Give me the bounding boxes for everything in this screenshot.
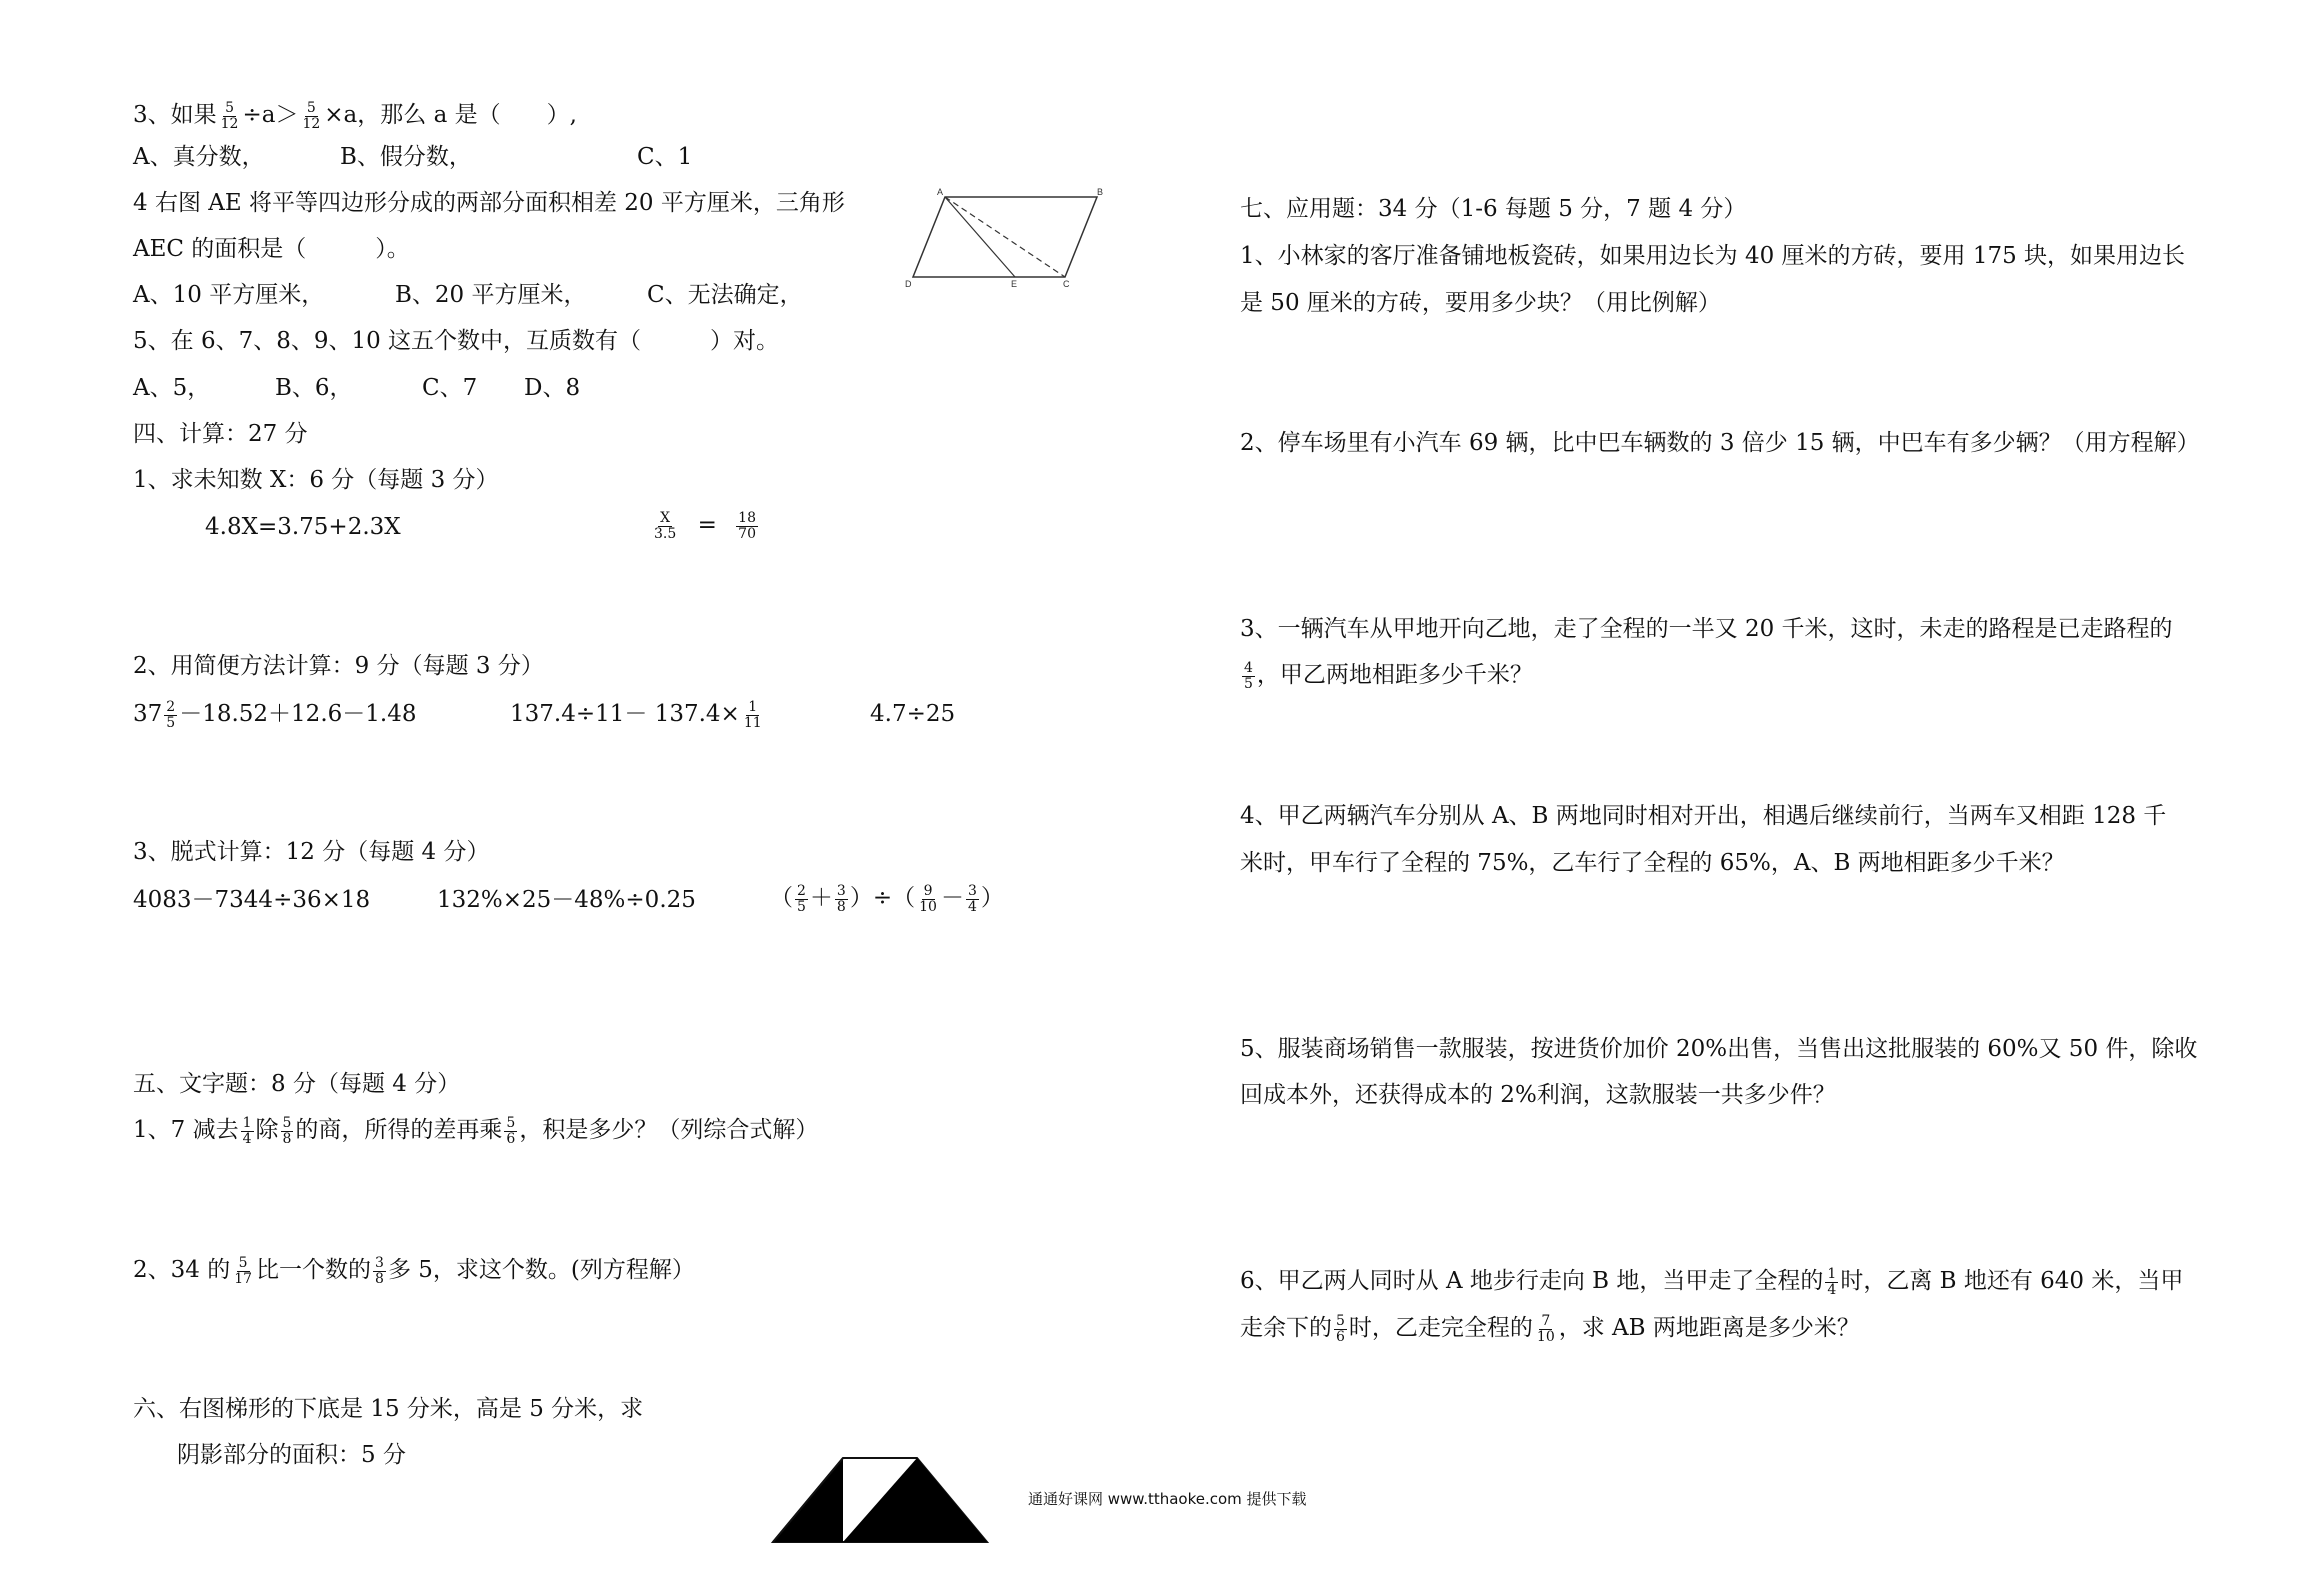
question-3-option-a: A、真分数，: [133, 144, 265, 170]
fraction: $\frac{3}{8}$: [836, 882, 846, 915]
fraction: $\frac{3}{8}$: [375, 1254, 384, 1287]
question-3-option-b: B、假分数，: [340, 144, 472, 170]
fraction: $\frac{9}{10}$: [919, 882, 937, 915]
fraction: $\frac{3}{4}$: [967, 882, 977, 915]
problem-6-line1: 6、甲乙两人同时从 A 地步行走向 B 地，当甲走了全程的 $\frac{1}{4}$ 时，乙离 B 地还有 640 米，当甲: [1240, 1265, 2184, 1298]
question-3-option-c: C、1: [637, 144, 693, 170]
parallelogram-figure: [905, 185, 1135, 295]
problem-1-line1: 1、小林家的客厅准备铺地板瓷砖，如果用边长为 40 厘米的方砖，要用 175 块，如果用边长: [1240, 243, 2186, 269]
question-5-option-c: C、7: [422, 375, 478, 401]
fraction: $\frac{1}{4}$: [1827, 1265, 1837, 1298]
question-5-option-d: D、8: [524, 375, 581, 401]
problem-3-line1: 3、一辆汽车从甲地开向乙地，走了全程的一半又 20 千米，这时，未走的路程是已走路程的: [1240, 616, 2173, 642]
section-7-title: 七、应用题：34 分（1-6 每题 5 分，7 题 4 分）: [1240, 196, 1747, 222]
problem-6-line2: 走余下的 $\frac{5}{6}$ 时，乙走完全程的 $\frac{7}{10}$ ，求 AB 两地距离是多少米？: [1240, 1312, 1860, 1345]
section-5-title: 五、文字题：8 分（每题 4 分）: [133, 1071, 461, 1097]
section-6-line1: 六、右图梯形的下底是 15 分米，高是 5 分米，求: [133, 1396, 644, 1422]
label-c: C: [1063, 279, 1070, 289]
fraction: $\frac{X}{3.5}$: [654, 509, 677, 542]
label-d: D: [905, 279, 912, 289]
label-a: A: [937, 187, 944, 197]
question-5: 5、在 6、7、8、9、10 这五个数中，互质数有（ ）对。: [133, 328, 780, 354]
fraction: $\frac{1}{4}$: [242, 1114, 252, 1147]
question-5-option-a: A、5，: [133, 375, 211, 401]
fraction: $\frac{5}{6}$: [1336, 1312, 1345, 1345]
calc-2a: 37 $\frac{2}{5}$ －18.52＋12.6－1.48: [133, 698, 417, 731]
question-4-option-a: A、10 平方厘米，: [133, 282, 325, 308]
label-e: E: [1011, 279, 1018, 289]
section-4-title: 四、计算：27 分: [133, 421, 308, 447]
trapezoid-figure: [770, 1455, 990, 1545]
calc-2b: 137.4÷11－ 137.4× $\frac{1}{11}$: [510, 698, 762, 731]
fraction: $\frac{5}{6}$: [506, 1114, 516, 1147]
question-4-line1: 4 右图 AE 将平等四边形分成的两部分面积相差 20 平方厘米，三角形: [133, 190, 845, 216]
fraction: $\frac{1}{11}$: [743, 698, 762, 731]
section-5-q1: 1、7 减去 $\frac{1}{4}$ 除 $\frac{5}{8}$ 的商，所得的差再乘 $\frac{5}{6}$ ，积是多少？（列综合式解）: [133, 1114, 819, 1147]
problem-2: 2、停车场里有小汽车 69 辆，比中巴车辆数的 3 倍少 15 辆，中巴车有多少辆？（用方程解）: [1240, 430, 2200, 456]
calc-3c: （ $\frac{2}{5}$ ＋ $\frac{3}{8}$ ）÷（ $\frac{9}{10}$ － $\frac{3}{4}$ ）: [770, 882, 1004, 915]
footer-credit: 通通好课网 www.tthaoke.com 提供下载: [1028, 1490, 1307, 1508]
section-4-1-heading: 1、求未知数 X：6 分（每题 3 分）: [133, 467, 499, 493]
calc-2c: 4.7÷25: [870, 701, 956, 727]
question-4-line2: AEC 的面积是（ ）。: [133, 236, 410, 262]
problem-1-line2: 是 50 厘米的方砖，要用多少块？（用比例解）: [1240, 290, 1721, 316]
fraction: $\frac{7}{10}$: [1536, 1312, 1555, 1345]
fraction: $\frac{5}{12}$: [302, 99, 321, 132]
question-5-option-b: B、6，: [275, 375, 353, 401]
section-5-q2: 2、34 的 $\frac{5}{17}$ 比一个数的 $\frac{3}{8}$ 多 5，求这个数。(列方程解）: [133, 1254, 695, 1287]
section-4-3-heading: 3、脱式计算：12 分（每题 4 分）: [133, 839, 490, 865]
equation-2: $\frac{X}{3.5}$ = $\frac{18}{70}$: [654, 509, 756, 542]
calc-3b: 132%×25－48%÷0.25: [437, 887, 696, 913]
problem-3-line2: $\frac{4}{5}$ ，甲乙两地相距多少千米？: [1244, 659, 1533, 692]
fraction: $\frac{2}{5}$: [166, 698, 176, 731]
question-3: 3、如果 $\frac{5}{12}$ ÷a＞ $\frac{5}{12}$ ×a，那么 a 是（ ）,: [133, 99, 577, 132]
problem-4-line1: 4、甲乙两辆汽车分别从 A、B 两地同时相对开出，相遇后继续前行，当两车又相距 128 千: [1240, 803, 2167, 829]
fraction: $\frac{18}{70}$: [738, 509, 756, 542]
problem-4-line2: 米时，甲车行了全程的 75%，乙车行了全程的 65%，A、B 两地相距多少千米？: [1240, 850, 2065, 876]
fraction: $\frac{5}{17}$: [234, 1254, 253, 1287]
equation-1: 4.8X=3.75+2.3X: [205, 514, 401, 540]
calc-3a: 4083－7344÷36×18: [133, 887, 371, 913]
problem-5-line1: 5、服装商场销售一款服装，按进货价加价 20%出售，当售出这批服装的 60%又 50 件，除收: [1240, 1036, 2198, 1062]
question-4-option-c: C、无法确定，: [647, 282, 803, 308]
fraction: $\frac{5}{8}$: [282, 1114, 292, 1147]
section-6-line2: 阴影部分的面积：5 分: [177, 1442, 406, 1468]
fraction: $\frac{5}{12}$: [220, 99, 239, 132]
question-4-option-b: B、20 平方厘米，: [395, 282, 587, 308]
label-b: B: [1097, 187, 1104, 197]
fraction: $\frac{2}{5}$: [797, 882, 806, 915]
fraction: $\frac{4}{5}$: [1244, 659, 1253, 692]
problem-5-line2: 回成本外，还获得成本的 2%利润，这款服装一共多少件？: [1240, 1082, 1836, 1108]
section-4-2-heading: 2、用简便方法计算：9 分（每题 3 分）: [133, 653, 544, 679]
